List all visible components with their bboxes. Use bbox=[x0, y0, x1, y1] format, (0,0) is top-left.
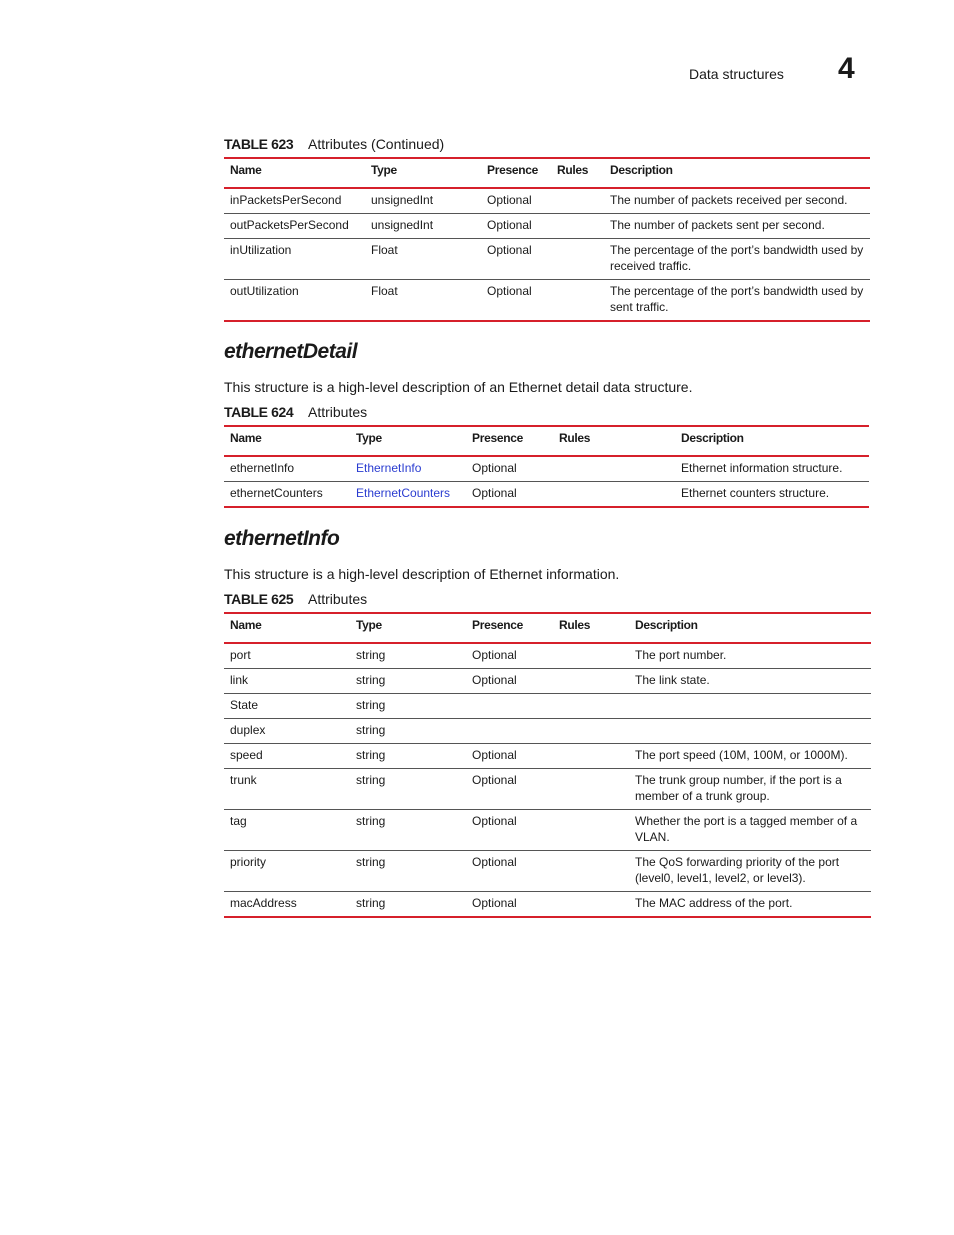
type-link-ethernet-counters[interactable]: EthernetCounters bbox=[356, 486, 451, 500]
cell-rules bbox=[553, 810, 629, 851]
col-header-type: Type bbox=[365, 158, 481, 188]
cell-presence: Optional bbox=[466, 892, 553, 918]
cell-name: trunk bbox=[224, 769, 350, 810]
table-623 bbox=[224, 157, 870, 322]
cell-description: The number of packets sent per second. bbox=[604, 214, 870, 239]
table-row bbox=[224, 744, 871, 769]
table-row bbox=[224, 280, 870, 322]
table-row bbox=[224, 643, 871, 669]
cell-presence: Optional bbox=[481, 239, 551, 280]
table-row bbox=[224, 851, 871, 892]
cell-type: Float bbox=[365, 280, 481, 322]
cell-type: unsignedInt bbox=[365, 188, 481, 214]
cell-description: The port number. bbox=[629, 643, 871, 669]
cell-rules bbox=[553, 694, 629, 719]
section-intro-ethernet-detail: This structure is a high-level description of an Ethernet detail data structure. bbox=[224, 379, 693, 395]
cell-type: string bbox=[350, 892, 466, 918]
cell-presence: Optional bbox=[466, 456, 553, 482]
cell-name: link bbox=[224, 669, 350, 694]
cell-description: The percentage of the port’s bandwidth used by received traffic. bbox=[604, 239, 870, 280]
col-header-rules: Rules bbox=[551, 158, 604, 188]
table-row bbox=[224, 694, 871, 719]
table-row bbox=[224, 719, 871, 744]
table-header-row bbox=[224, 158, 870, 188]
cell-description bbox=[629, 719, 871, 744]
table-625 bbox=[224, 612, 871, 918]
cell-type: string bbox=[350, 669, 466, 694]
cell-presence: Optional bbox=[466, 669, 553, 694]
section-heading-ethernet-detail: ethernetDetail bbox=[224, 340, 358, 363]
col-header-name: Name bbox=[224, 426, 350, 456]
table-header-row bbox=[224, 613, 871, 643]
cell-type: string bbox=[350, 744, 466, 769]
cell-description: Whether the port is a tagged member of a VLAN. bbox=[629, 810, 871, 851]
col-header-description: Description bbox=[675, 426, 869, 456]
cell-rules bbox=[553, 769, 629, 810]
cell-description: Ethernet counters structure. bbox=[675, 482, 869, 508]
chapter-number: 4 bbox=[838, 52, 855, 85]
cell-type bbox=[350, 456, 466, 482]
cell-name: port bbox=[224, 643, 350, 669]
cell-presence: Optional bbox=[481, 280, 551, 322]
cell-rules bbox=[553, 744, 629, 769]
cell-description bbox=[629, 694, 871, 719]
cell-presence: Optional bbox=[466, 643, 553, 669]
cell-name: inPacketsPerSecond bbox=[224, 188, 365, 214]
cell-rules bbox=[553, 669, 629, 694]
cell-name: priority bbox=[224, 851, 350, 892]
cell-type: string bbox=[350, 810, 466, 851]
table-header-row bbox=[224, 426, 869, 456]
col-header-rules: Rules bbox=[553, 613, 629, 643]
cell-presence: Optional bbox=[466, 851, 553, 892]
cell-rules bbox=[553, 482, 675, 508]
cell-type: Float bbox=[365, 239, 481, 280]
cell-description: The number of packets received per second. bbox=[604, 188, 870, 214]
table-625-caption bbox=[224, 591, 367, 607]
cell-type: unsignedInt bbox=[365, 214, 481, 239]
col-header-description: Description bbox=[604, 158, 870, 188]
col-header-description: Description bbox=[629, 613, 871, 643]
cell-description: The trunk group number, if the port is a member of a trunk group. bbox=[629, 769, 871, 810]
cell-name: macAddress bbox=[224, 892, 350, 918]
cell-name: ethernetInfo bbox=[224, 456, 350, 482]
cell-rules bbox=[553, 851, 629, 892]
table-624-caption bbox=[224, 404, 367, 420]
cell-rules bbox=[553, 892, 629, 918]
cell-description: The percentage of the port’s bandwidth used by sent traffic. bbox=[604, 280, 870, 322]
cell-name: speed bbox=[224, 744, 350, 769]
cell-type bbox=[350, 482, 466, 508]
cell-name: tag bbox=[224, 810, 350, 851]
cell-type: string bbox=[350, 851, 466, 892]
cell-presence bbox=[466, 719, 553, 744]
table-624 bbox=[224, 425, 869, 508]
cell-description: The MAC address of the port. bbox=[629, 892, 871, 918]
col-header-presence: Presence bbox=[466, 426, 553, 456]
type-link-ethernet-info[interactable]: EthernetInfo bbox=[356, 461, 422, 475]
cell-rules bbox=[551, 239, 604, 280]
table-title: Attributes bbox=[308, 404, 368, 420]
table-row bbox=[224, 810, 871, 851]
running-header-section: Data structures bbox=[689, 66, 784, 82]
section-intro-ethernet-info: This structure is a high-level description of Ethernet information. bbox=[224, 566, 620, 582]
cell-description: The port speed (10M, 100M, or 1000M). bbox=[629, 744, 871, 769]
cell-type: string bbox=[350, 694, 466, 719]
table-623-caption bbox=[224, 136, 444, 152]
cell-presence: Optional bbox=[481, 188, 551, 214]
cell-description: The link state. bbox=[629, 669, 871, 694]
cell-description: Ethernet information structure. bbox=[675, 456, 869, 482]
cell-description: The QoS forwarding priority of the port (level0, level1, level2, or level3). bbox=[629, 851, 871, 892]
cell-type: string bbox=[350, 643, 466, 669]
cell-rules bbox=[553, 456, 675, 482]
cell-type: string bbox=[350, 719, 466, 744]
cell-rules bbox=[551, 280, 604, 322]
table-row bbox=[224, 892, 871, 918]
table-number: TABLE 625 bbox=[224, 591, 294, 607]
cell-presence: Optional bbox=[466, 744, 553, 769]
cell-rules bbox=[553, 719, 629, 744]
cell-rules bbox=[551, 214, 604, 239]
cell-name: duplex bbox=[224, 719, 350, 744]
cell-presence: Optional bbox=[466, 482, 553, 508]
table-row bbox=[224, 769, 871, 810]
cell-rules bbox=[551, 188, 604, 214]
cell-presence: Optional bbox=[466, 810, 553, 851]
table-number: TABLE 623 bbox=[224, 136, 294, 152]
cell-name: outPacketsPerSecond bbox=[224, 214, 365, 239]
col-header-rules: Rules bbox=[553, 426, 675, 456]
cell-name: inUtilization bbox=[224, 239, 365, 280]
col-header-type: Type bbox=[350, 426, 466, 456]
cell-presence bbox=[466, 694, 553, 719]
table-row bbox=[224, 239, 870, 280]
table-row bbox=[224, 214, 870, 239]
cell-rules bbox=[553, 643, 629, 669]
table-title: Attributes bbox=[308, 591, 368, 607]
cell-name: State bbox=[224, 694, 350, 719]
table-number: TABLE 624 bbox=[224, 404, 294, 420]
cell-type: string bbox=[350, 769, 466, 810]
col-header-name: Name bbox=[224, 158, 365, 188]
cell-presence: Optional bbox=[466, 769, 553, 810]
col-header-type: Type bbox=[350, 613, 466, 643]
cell-name: outUtilization bbox=[224, 280, 365, 322]
cell-presence: Optional bbox=[481, 214, 551, 239]
col-header-presence: Presence bbox=[466, 613, 553, 643]
table-row bbox=[224, 188, 870, 214]
cell-name: ethernetCounters bbox=[224, 482, 350, 508]
section-heading-ethernet-info: ethernetInfo bbox=[224, 527, 340, 550]
col-header-presence: Presence bbox=[481, 158, 551, 188]
table-row bbox=[224, 482, 869, 508]
table-row bbox=[224, 669, 871, 694]
table-row bbox=[224, 456, 869, 482]
col-header-name: Name bbox=[224, 613, 350, 643]
table-title: Attributes (Continued) bbox=[308, 136, 445, 152]
